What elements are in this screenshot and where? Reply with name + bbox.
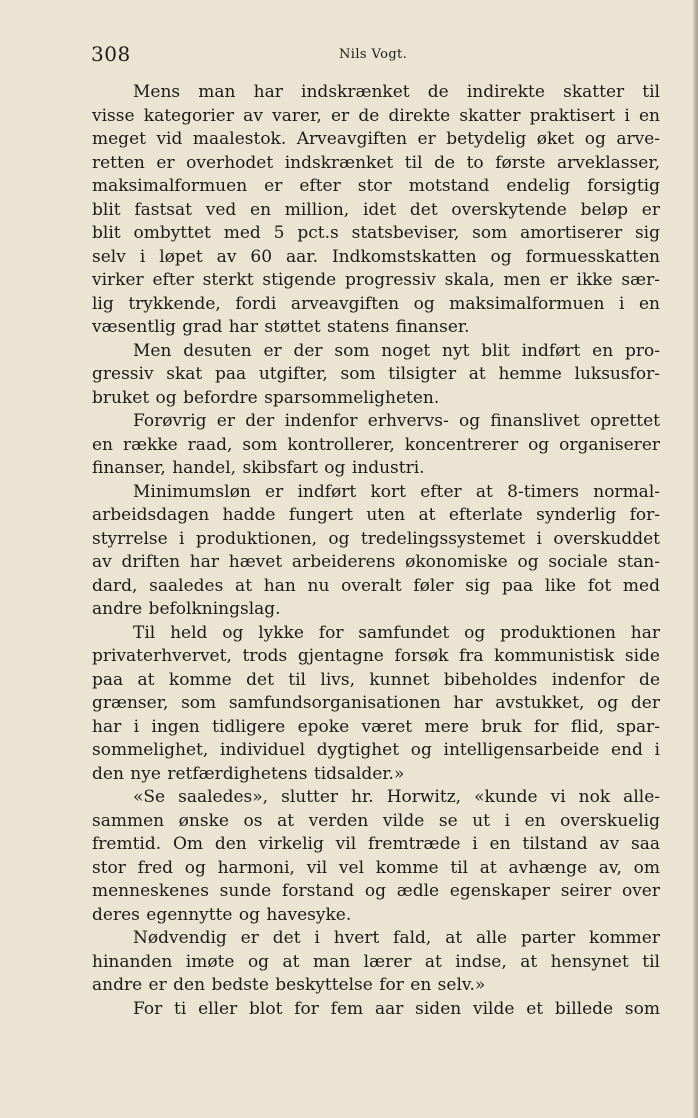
text-line: visse kategorier av varer, er de direkte skatter praktisert i en [92, 105, 660, 126]
text-line: den nye retfærdighetens tidsalder.» [92, 763, 405, 784]
text-line: Men desuten er der som noget nyt blit indført en pro- [133, 340, 660, 361]
text-line: menneskenes sunde forstand og ædle egenskaper seirer over [92, 881, 660, 901]
text-line: maksimalformuen er efter stor motstand endelig forsigtig [92, 176, 660, 196]
text-line: fremtid. Om den virkelig vil fremtræde i en tilstand av saa [92, 834, 660, 854]
running-head: Nils Vogt. [339, 47, 408, 62]
text-line: paa at komme det til livs, kunnet bibeholdes indenfor de [92, 669, 660, 690]
paragraph [92, 340, 660, 411]
text-line: hinanden imøte og at man lærer at indse, at hensynet til [92, 951, 660, 972]
text-line: Mens man har indskrænket de indirekte skatter til [133, 82, 660, 102]
page-edge-shadow [693, 0, 698, 1118]
text-line: styrrelse i produktionen, og tredelingssystemet i overskuddet [92, 528, 660, 549]
text-line: andre er den bedste beskyttelse for en selv.» [92, 975, 486, 995]
text-line: dard, saaledes at han nu overalt føler sig paa like fot med [92, 575, 660, 596]
text-line: retten er overhodet indskrænket til de to første arveklasser, [92, 152, 660, 173]
paragraph [92, 81, 660, 340]
text-line: virker efter sterkt stigende progressiv skala, men er ikke sær- [92, 270, 660, 290]
paragraph [92, 998, 660, 1022]
text-line: For ti eller blot for fem aar siden vilde et billede som [133, 998, 660, 1019]
text-line: lig trykkende, fordi arveavgiften og maksimalformuen i en [92, 293, 660, 314]
text-line: Forøvrig er der indenfor erhvervs- og finanslivet oprettet [133, 411, 660, 431]
text-line: har i ingen tidligere epoke været mere bruk for flid, spar- [92, 716, 660, 737]
text-line: selv i løpet av 60 aar. Indkomstskatten og formuesskatten [92, 246, 660, 267]
text-line: «Se saaledes», slutter hr. Horwitz, «kunde vi nok alle- [133, 787, 660, 807]
paragraph [92, 786, 660, 927]
text-line: finanser, handel, skibsfart og industri. [92, 458, 425, 478]
text-line: deres egennytte og havesyke. [92, 904, 352, 925]
page-header [91, 42, 661, 72]
body-text [92, 81, 660, 1021]
text-line: en række raad, som kontrollerer, koncentrerer og organiserer [92, 434, 660, 455]
text-line: væsentlig grad har støttet statens finanser. [92, 317, 470, 337]
text-line: sommelighet, individuel dygtighet og intelligensarbeide end i [92, 740, 660, 760]
text-line: bruket og befordre sparsommeligheten. [92, 387, 440, 408]
text-line: Minimumsløn er indført kort efter at 8-timers normal- [133, 481, 660, 502]
text-line: meget vid maalestok. Arveavgiften er betydelig øket og arve- [92, 129, 660, 149]
text-line: blit fastsat ved en million, idet det overskytende beløp er [92, 199, 660, 220]
paragraph [92, 622, 660, 787]
text-line: av driften har hævet arbeiderens økonomiske og sociale stan- [92, 552, 660, 572]
text-line: Nødvendig er det i hvert fald, at alle parter kommer [133, 928, 660, 948]
text-line: sammen ønske os at verden vilde se ut i en overskuelig [92, 810, 660, 831]
text-line: andre befolkningslag. [92, 599, 281, 619]
text-line: grænser, som samfundsorganisationen har avstukket, og der [92, 693, 660, 713]
page-number: 308 [91, 42, 131, 66]
text-line: Til held og lykke for samfundet og produktionen har [133, 622, 660, 643]
paragraph [92, 927, 660, 998]
text-line: blit ombyttet med 5 pct.s statsbeviser, som amortiserer sig [92, 223, 660, 243]
text-line: gressiv skat paa utgifter, som tilsigter at hemme luksusfor- [92, 364, 660, 384]
text-line: stor fred og harmoni, vil vel komme til at avhænge av, om [92, 857, 660, 878]
paragraph [92, 410, 660, 481]
text-line: privaterhvervet, trods gjentagne forsøk fra kommunistisk side [92, 646, 660, 666]
text-line: arbeidsdagen hadde fungert uten at efterlate synderlig for- [92, 505, 660, 525]
paragraph [92, 481, 660, 622]
